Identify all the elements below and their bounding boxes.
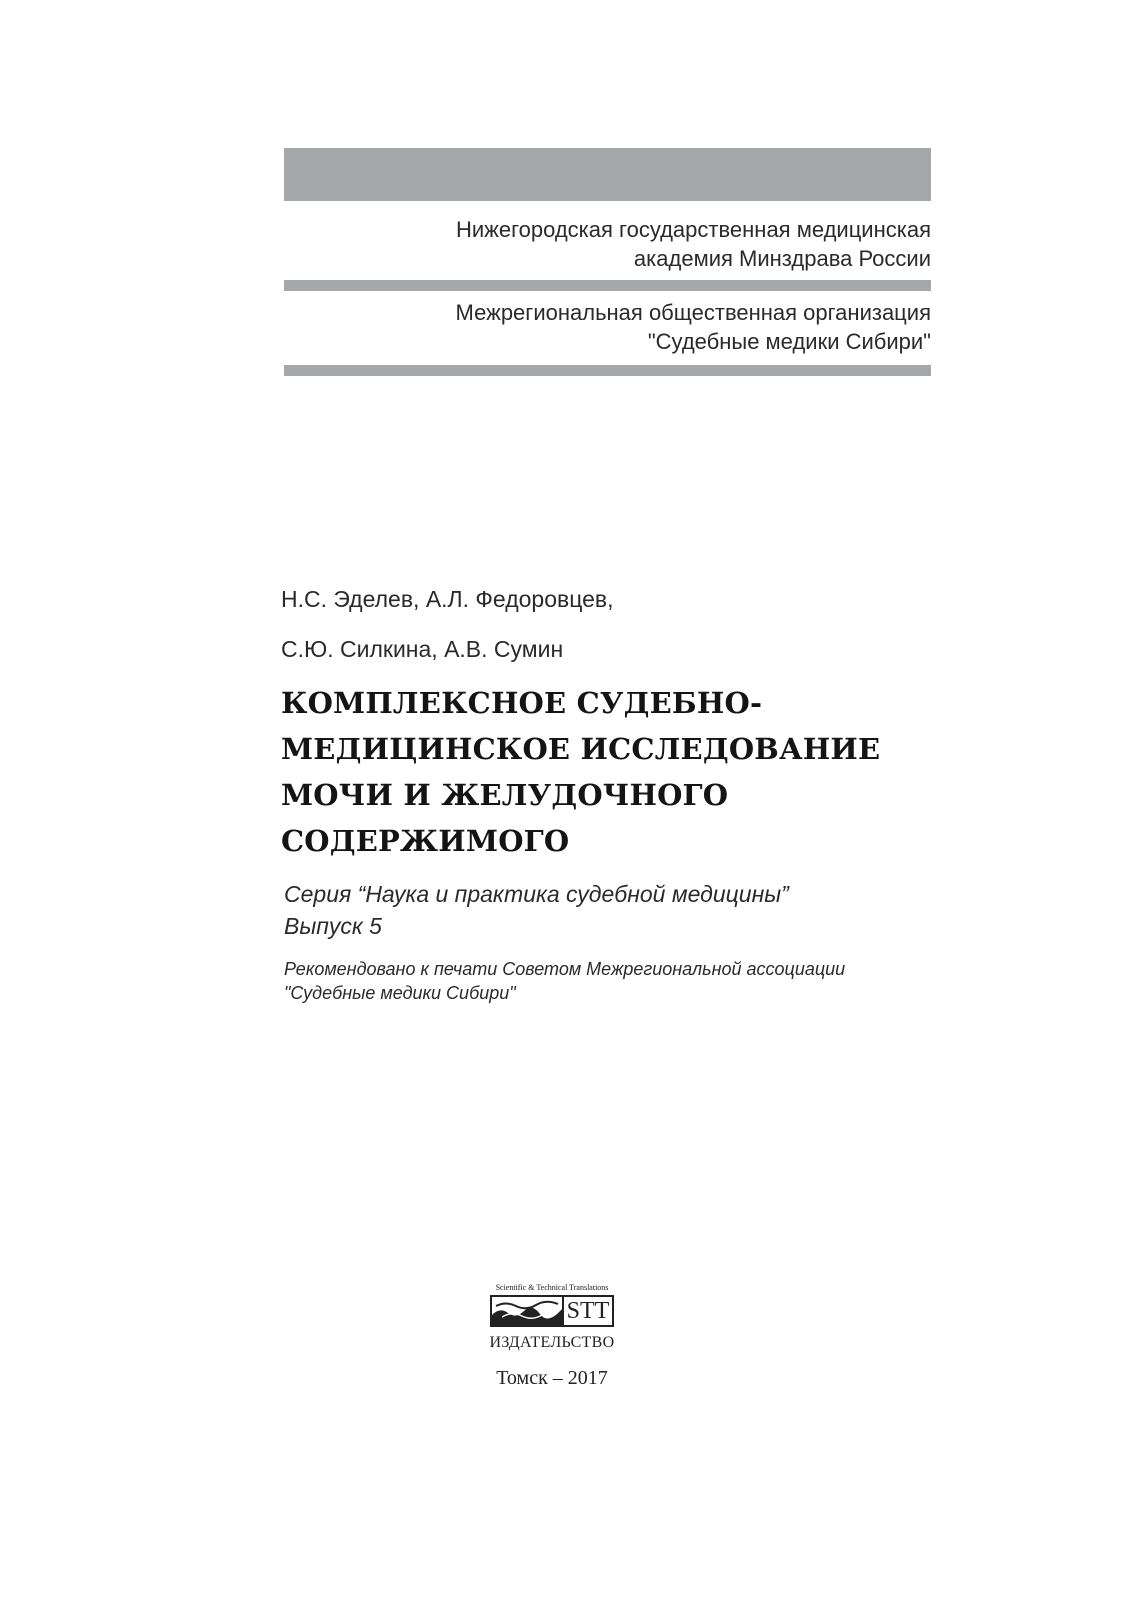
book-title: [281, 680, 921, 864]
institution-academy-line1: Нижегородская государственная медицинская: [455, 217, 931, 242]
publisher-logo-letters: STT: [564, 1295, 615, 1327]
book-title-line4: СОДЕРЖИМОГО: [281, 824, 570, 858]
publisher-logo: [487, 1283, 617, 1353]
book-title-line1: КОМПЛЕКСНОЕ СУДЕБНО-: [281, 686, 763, 720]
book-title-line2: МЕДИЦИНСКОЕ ИССЛЕДОВАНИЕ: [281, 732, 881, 766]
publisher-logo-caption: Scientific & Technical Translations: [495, 1283, 609, 1292]
authors-line2: С.Ю. Силкина, А.В. Сумин: [281, 636, 564, 662]
wave-icon: [490, 1295, 564, 1327]
series-issue: Выпуск 5: [284, 913, 382, 939]
publisher-label: ИЗДАТЕЛЬСТВО: [489, 1334, 615, 1351]
header-band: [284, 148, 931, 201]
publisher-logo-mark: [487, 1295, 617, 1327]
recommendation-line2: "Судебные медики Сибири": [284, 983, 516, 1003]
divider-bar: [284, 280, 931, 291]
institution-organization-line2: "Судебные медики Сибири": [647, 329, 931, 354]
authors-line1: Н.С. Эделев, А.Л. Федоровцев,: [281, 586, 614, 612]
series-name: Серия “Наука и практика судебной медицины”: [284, 881, 789, 907]
series-info: [284, 878, 789, 942]
institution-academy-line2: академия Минздрава России: [633, 246, 931, 271]
recommendation-line1: Рекомендовано к печати Советом Межрегиональной ассоциации: [284, 959, 846, 979]
institution-organization: [284, 298, 931, 356]
city-year: Томск – 2017: [496, 1367, 608, 1389]
institution-organization-line1: Межрегиональная общественная организация: [455, 300, 931, 325]
divider-bar-bottom: [284, 365, 931, 376]
institution-academy: [284, 215, 931, 273]
book-title-line3: МОЧИ И ЖЕЛУДОЧНОГО: [281, 778, 729, 812]
authors: [281, 574, 614, 674]
recommendation-note: [284, 957, 845, 1005]
